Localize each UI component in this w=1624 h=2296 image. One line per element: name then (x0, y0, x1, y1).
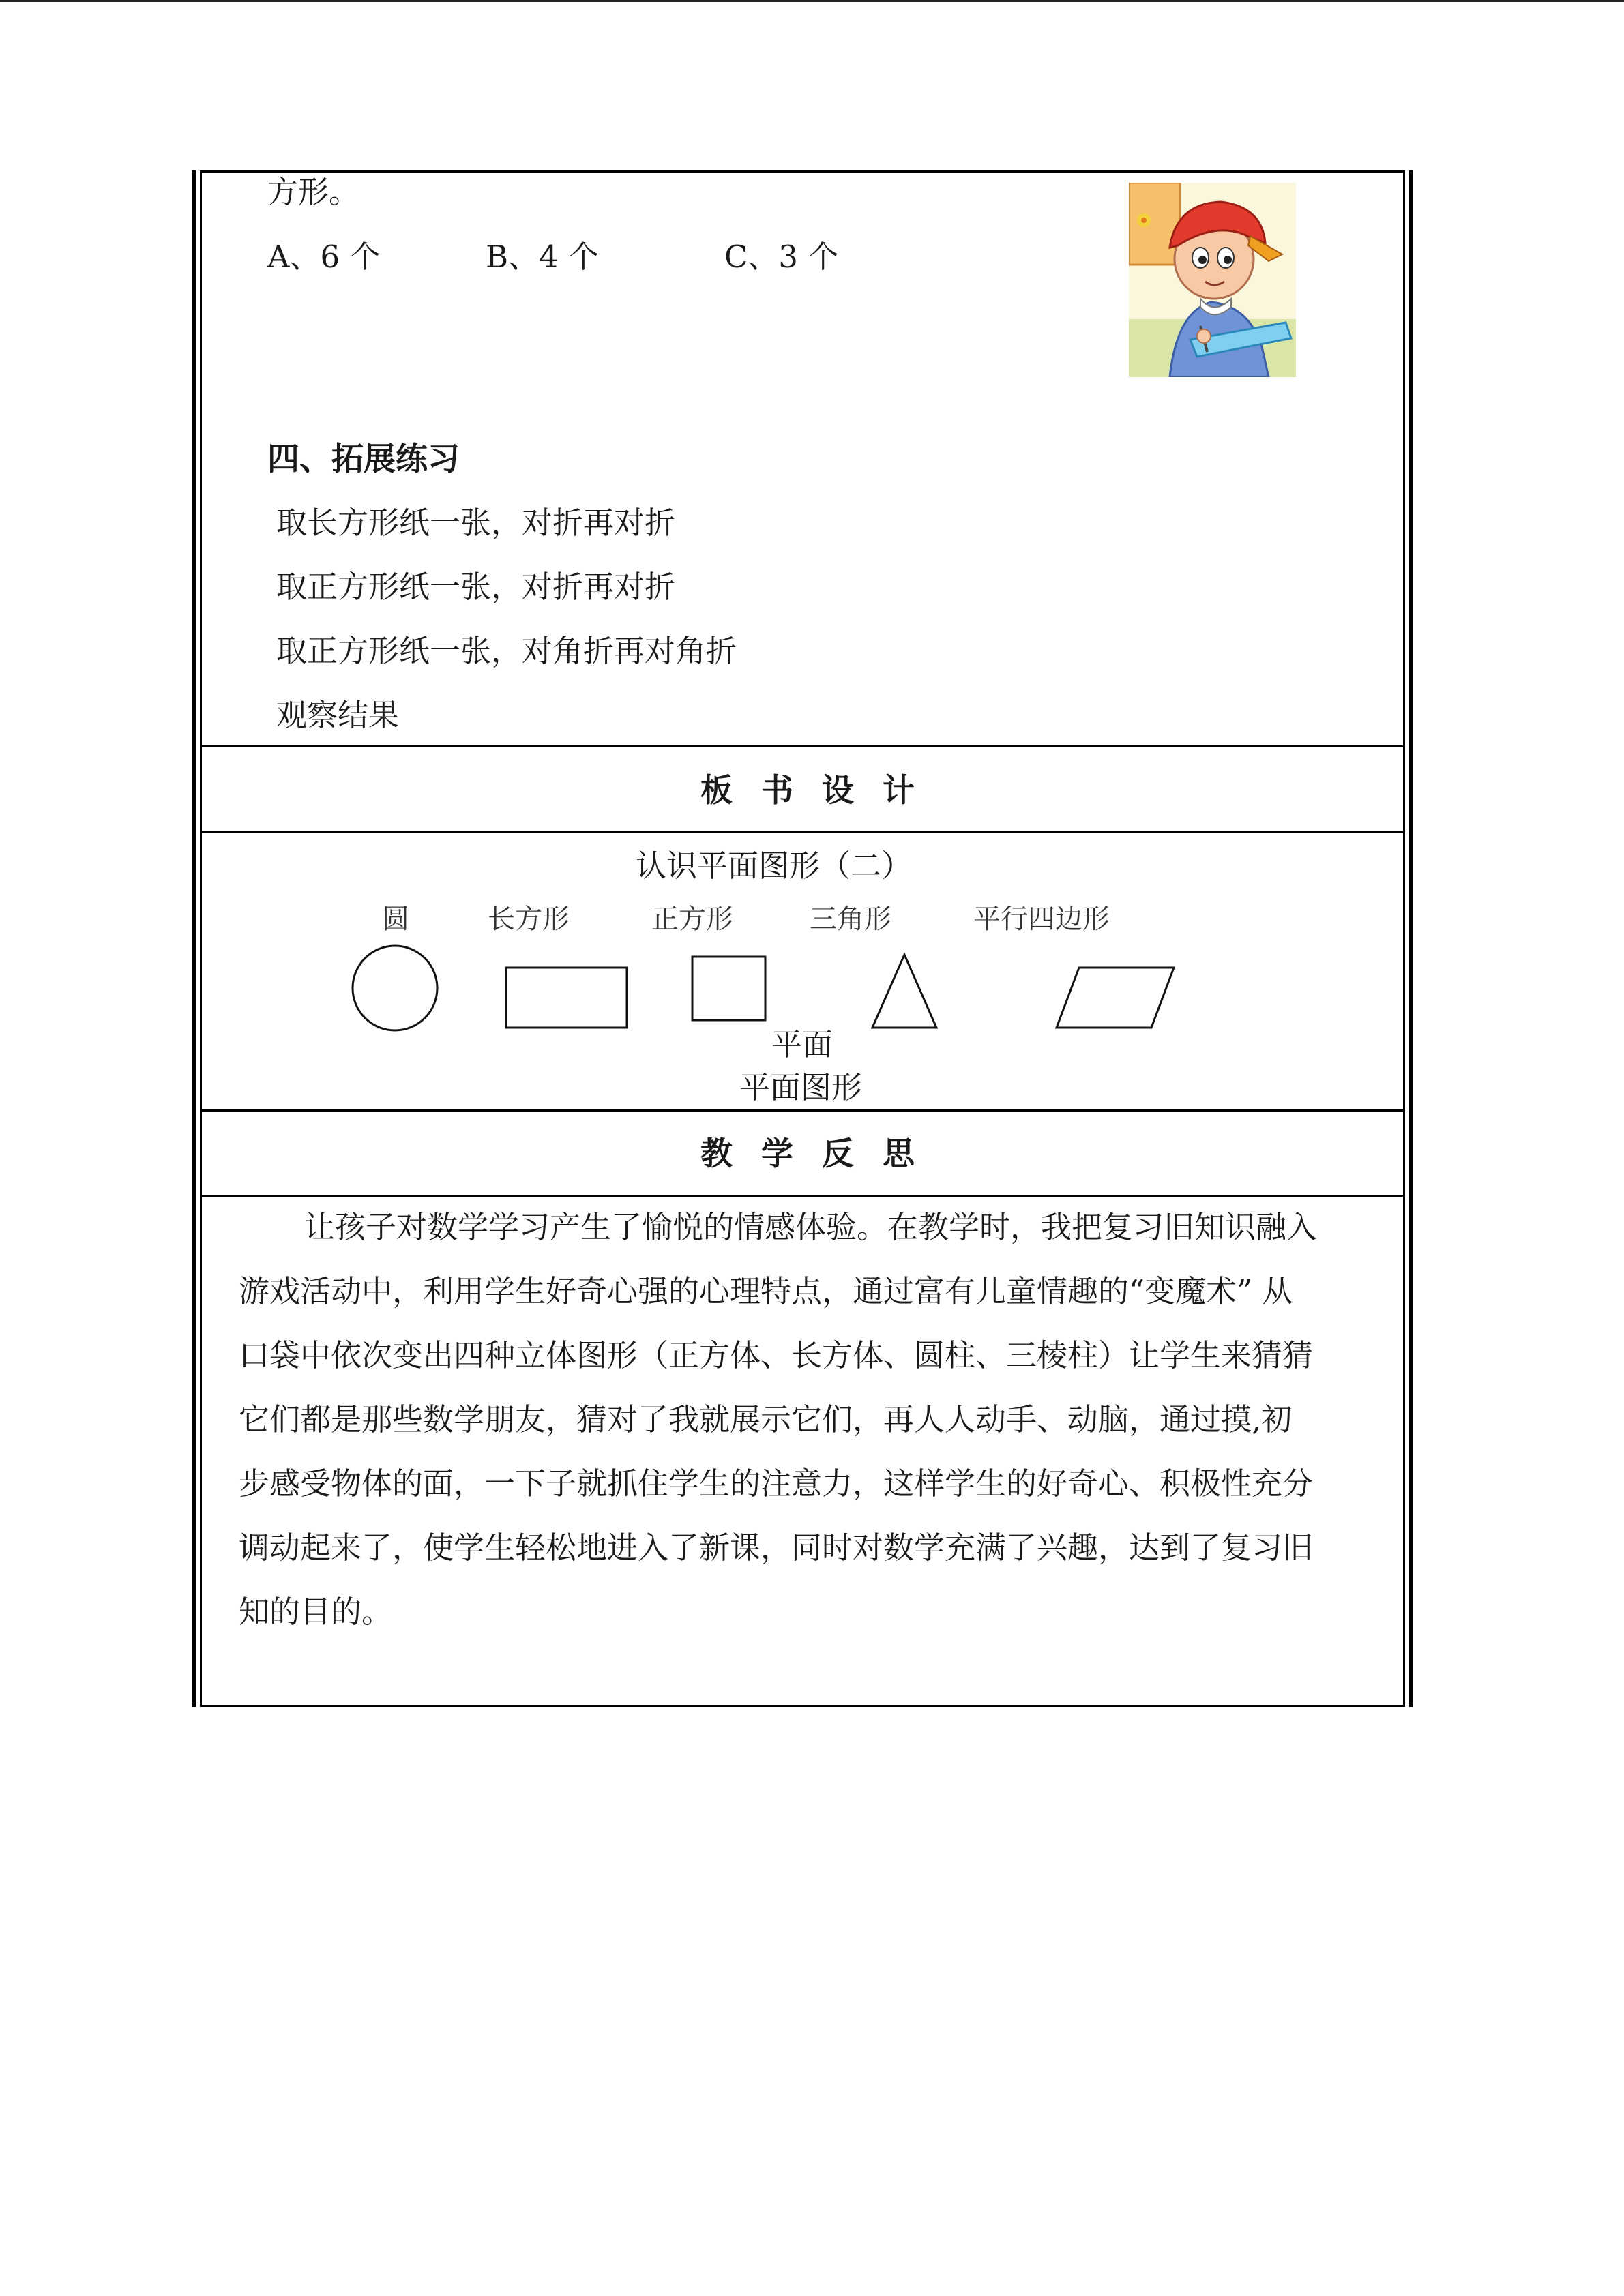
table-border-left-inner (200, 170, 202, 1707)
extension-heading: 四、拓展练习 (267, 441, 460, 478)
shape-label-circle: 圆 (382, 904, 409, 935)
reflection-line: 让孩子对数学学习产生了愉悦的情感体验。在教学时，我把复习旧知识融入 (304, 1209, 1318, 1245)
reflection-line: 口袋中依次变出四种立体图形（正方体、长方体、圆柱、三棱柱）让学生来猜猜 (239, 1337, 1314, 1373)
extension-line: 取正方形纸一张，对折再对折 (276, 569, 676, 605)
teaching-reflection-header: 教学反思 (700, 1135, 943, 1173)
circle-shape (353, 946, 437, 1030)
boy-drawing-illustration (1129, 183, 1296, 377)
square-shape (692, 957, 765, 1020)
reflection-line: 知的目的。 (239, 1594, 393, 1630)
extension-line: 取正方形纸一张，对角折再对角折 (276, 633, 737, 669)
rectangle-shape (506, 968, 627, 1028)
shape-label-parallelogram: 平行四边形 (973, 904, 1110, 935)
option-b: B、4 个 (486, 239, 600, 275)
extension-line: 取长方形纸一张，对折再对折 (276, 505, 676, 541)
triangle-shape (872, 955, 936, 1028)
table-row-divider (202, 831, 1403, 833)
reflection-line: 游戏活动中，利用学生好奇心强的心理特点，通过富有儿童情趣的“变魔术” 从 (239, 1273, 1293, 1309)
table-row-divider (202, 1109, 1403, 1112)
reflection-paragraph (239, 1195, 1405, 1644)
board-title: 认识平面图形（二） (636, 848, 913, 884)
board-label-plane-figure: 平面图形 (739, 1069, 863, 1105)
shape-label-square: 正方形 (651, 904, 733, 935)
option-a: A、6 个 (267, 239, 381, 275)
shape-label-rectangle: 长方形 (488, 904, 570, 935)
shape-label-triangle: 三角形 (810, 904, 891, 935)
table-row-divider (202, 745, 1403, 747)
table-border-right-outer (1409, 170, 1413, 1707)
reflection-line: 调动起来了，使学生轻松地进入了新课，同时对数学充满了兴趣，达到了复习旧 (239, 1530, 1314, 1566)
page-top-edge (0, 0, 1624, 2)
board-label-plane: 平面 (771, 1026, 833, 1062)
extension-line: 观察结果 (276, 697, 400, 733)
board-shapes (341, 938, 1194, 1040)
table-bottom-border (202, 1705, 1403, 1707)
board-design-header: 板书设计 (700, 772, 943, 809)
exercise-continued-text: 方形。 (267, 174, 360, 210)
table-top-border (202, 170, 1403, 173)
option-c: C、3 个 (724, 239, 839, 275)
parallelogram-shape-drawn (1057, 968, 1174, 1028)
reflection-line: 步感受物体的面，一下子就抓住学生的注意力，这样学生的好奇心、积极性充分 (239, 1465, 1314, 1502)
reflection-line: 它们都是那些数学朋友，猜对了我就展示它们，再人人动手、动脑，通过摸,初 (239, 1401, 1293, 1437)
table-border-left-outer (192, 170, 196, 1707)
